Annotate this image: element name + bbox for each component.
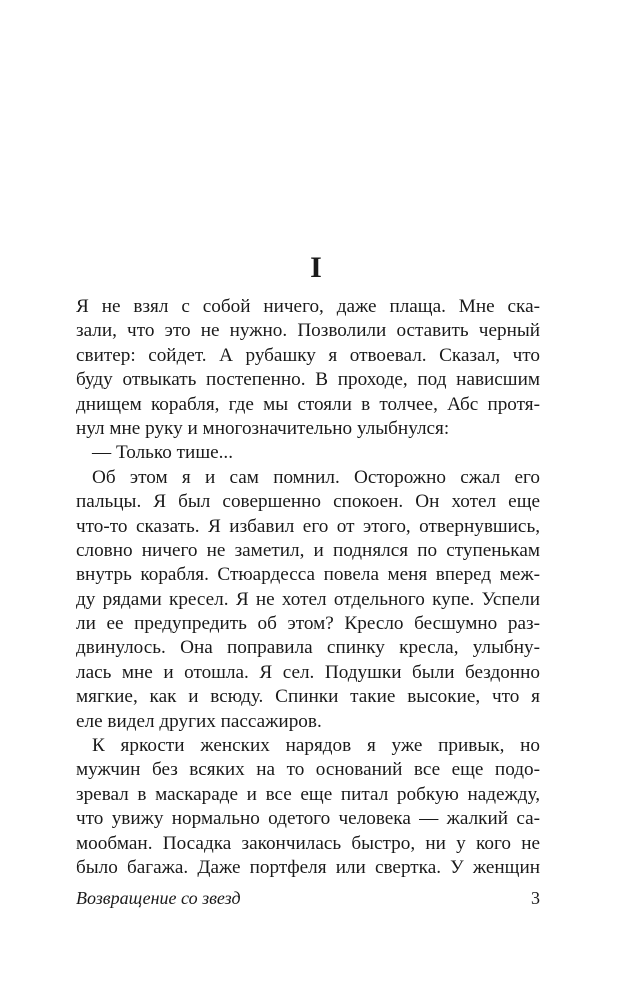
text-line: зали, что это не нужно. Позволили оставить черный bbox=[76, 320, 540, 342]
text-line: нул мне руку и многозначительно улыбнулся: bbox=[76, 417, 450, 439]
chapter-heading: I bbox=[310, 251, 322, 284]
text-line: еле видел других пассажиров. bbox=[76, 710, 322, 732]
text-line: буду отвыкать постепенно. В проходе, под нависшим bbox=[76, 369, 540, 391]
text-line: внутрь корабля. Стюардесса повела меня вперед меж- bbox=[76, 564, 540, 586]
text-line: днищем корабля, где мы стояли в толчее, Абс протя- bbox=[76, 393, 540, 415]
text-line: словно ничего не заметил, и поднялся по ступенькам bbox=[76, 539, 540, 561]
text-line: мягкие, как и всюду. Спинки такие высокие, что я bbox=[76, 686, 540, 708]
text-line: было багажа. Даже портфеля или свертка. У женщин bbox=[76, 856, 540, 878]
text-line: ду рядами кресел. Я не хотел отдельного купе. Успели bbox=[76, 588, 540, 610]
page-footer bbox=[76, 886, 540, 910]
text-line: лась мне и отошла. Я сел. Подушки были бездонно bbox=[76, 661, 540, 683]
text-line: двинулось. Она поправила спинку кресла, улыбну- bbox=[76, 637, 540, 659]
text-line: Я не взял с собой ничего, даже плаща. Мне ска- bbox=[76, 296, 540, 317]
text-line: мообман. Посадка закончилась быстро, ни у кого не bbox=[76, 832, 540, 854]
text-line: свитер: сойдет. А рубашку я отвоевал. Сказал, что bbox=[76, 344, 540, 366]
text-line: ли ее предупредить об этом? Кресло бесшумно раз- bbox=[76, 613, 540, 635]
text-line: мужчин без всяких на то оснований все еще подо- bbox=[76, 759, 540, 781]
dialogue-line: — Только тише... bbox=[92, 442, 234, 464]
text-line: пальцы. Я был совершенно спокоен. Он хотел еще bbox=[76, 491, 540, 513]
text-line: что увижу нормально одетого человека — жалкий са- bbox=[76, 808, 540, 830]
text-line: что-то сказать. Я избавил его от этого, отвернувшись, bbox=[76, 515, 540, 537]
paragraph-first-line: К яркости женских нарядов я уже привык, но bbox=[92, 735, 540, 757]
running-footer-title: Возвращение со звезд bbox=[76, 888, 241, 908]
page-number: 3 bbox=[531, 888, 540, 908]
body-text bbox=[76, 295, 540, 880]
paragraph-first-line: Об этом я и сам помнил. Осторожно сжал его bbox=[92, 466, 540, 488]
text-line: зревал в маскараде и все еще питал робкую надежду, bbox=[76, 783, 540, 805]
